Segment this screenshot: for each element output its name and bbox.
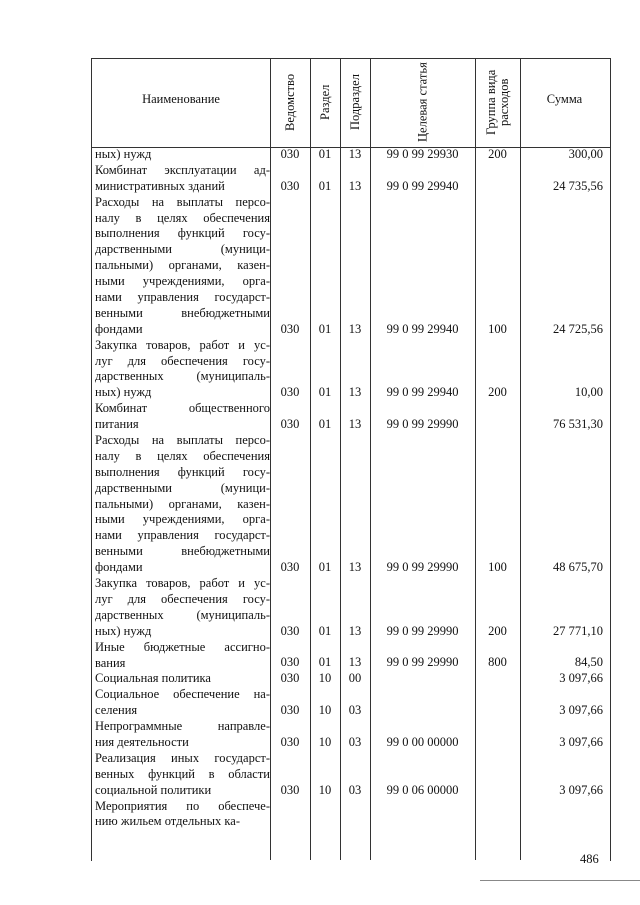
row-name-line: Расходы на выплаты персо-: [95, 194, 270, 209]
row-name-line: фондами: [95, 321, 143, 336]
row-name-line: налу в целях обеспечения: [95, 448, 270, 463]
row-summa: 300,00: [568, 146, 603, 161]
row-razdel: 10: [318, 671, 332, 686]
row-summa: 48 675,70: [553, 560, 603, 575]
row-name-line: венными внебюджетными: [95, 544, 270, 559]
row-celevaya: 99 0 06 00000: [386, 782, 459, 797]
row-vedomstvo: 030: [280, 734, 300, 749]
row-podrazdel: 13: [348, 417, 362, 432]
row-summa: 76 531,30: [553, 417, 603, 432]
row-gruppa: 200: [488, 385, 507, 400]
row-celevaya: 99 0 00 00000: [386, 734, 459, 749]
row-name-line: дарственными (муници-: [95, 480, 270, 495]
row-name-line: ными учреждениями, орга-: [95, 512, 270, 527]
row-name-line: Социальное обеспечение на-: [95, 687, 270, 702]
row-name-line: нию жильем отдельных ка-: [95, 814, 240, 829]
row-celevaya: 99 0 99 29990: [386, 417, 459, 432]
table-row: [0, 338, 640, 402]
row-name-line: Мероприятия по обеспече-: [95, 798, 270, 813]
row-gruppa: 200: [488, 146, 507, 161]
header-celevaya: Целевая статья: [415, 62, 430, 143]
row-name-line: питания: [95, 417, 139, 432]
row-podrazdel: 13: [348, 623, 362, 638]
row-celevaya: 99 0 99 29990: [386, 623, 459, 638]
row-razdel: 01: [318, 321, 332, 336]
row-name-line: Непрограммные направле-: [95, 719, 270, 734]
row-podrazdel: 13: [348, 178, 362, 193]
row-razdel: 01: [318, 385, 332, 400]
row-name: [95, 751, 270, 799]
row-name-line: Иные бюджетные ассигно-: [95, 639, 270, 654]
row-name-line: селения: [95, 703, 138, 718]
row-gruppa: 800: [488, 655, 507, 670]
row-name: [95, 195, 270, 338]
row-vedomstvo: 030: [280, 703, 300, 718]
row-name-line: выполнения функций госу-: [95, 226, 270, 241]
row-razdel: 10: [318, 703, 332, 718]
row-name: [95, 433, 270, 576]
footer-line: [480, 880, 640, 881]
table-row: [0, 433, 640, 576]
row-razdel: 10: [318, 734, 332, 749]
row-name: [95, 163, 270, 195]
row-celevaya: 99 0 99 29990: [386, 655, 459, 670]
row-name-line: ных) нужд: [95, 623, 152, 638]
row-name: [95, 687, 270, 719]
row-vedomstvo: 030: [280, 560, 300, 575]
table-row: [0, 751, 640, 799]
table-row: [0, 671, 640, 687]
row-name: [95, 799, 270, 831]
row-podrazdel: 13: [348, 560, 362, 575]
row-razdel: 01: [318, 178, 332, 193]
row-name-line: Закупка товаров, работ и ус-: [95, 337, 270, 352]
page-number: 486: [580, 852, 599, 866]
row-name-line: луг для обеспечения госу-: [95, 591, 270, 606]
row-name-line: Реализация иных государст-: [95, 750, 270, 765]
row-vedomstvo: 030: [280, 146, 300, 161]
row-vedomstvo: 030: [280, 417, 300, 432]
table-row: [0, 799, 640, 831]
row-name-line: нами управления государст-: [95, 528, 270, 543]
row-name-line: Закупка товаров, работ и ус-: [95, 576, 270, 591]
row-gruppa: 200: [488, 623, 507, 638]
row-name-line: пальными) органами, казен-: [95, 496, 270, 511]
row-razdel: 01: [318, 417, 332, 432]
row-podrazdel: 13: [348, 385, 362, 400]
table-row: [0, 147, 640, 163]
row-podrazdel: 13: [348, 146, 362, 161]
table-row: [0, 195, 640, 338]
row-name-line: ных) нужд: [95, 385, 152, 400]
table-row: [0, 640, 640, 672]
table-row: [0, 401, 640, 433]
row-name-line: Расходы на выплаты персо-: [95, 433, 270, 448]
row-celevaya: 99 0 99 29940: [386, 178, 459, 193]
row-name-line: социальной политики: [95, 782, 212, 797]
row-name: [95, 719, 270, 751]
row-name-line: Социальная политика: [95, 671, 211, 686]
row-name: [95, 640, 270, 672]
row-vedomstvo: 030: [280, 385, 300, 400]
row-name-line: вания: [95, 655, 126, 670]
row-razdel: 01: [318, 560, 332, 575]
row-podrazdel: 03: [348, 782, 362, 797]
row-name: [95, 401, 270, 433]
table-row: [0, 719, 640, 751]
row-podrazdel: 13: [348, 655, 362, 670]
row-summa: 24 735,56: [553, 178, 603, 193]
row-name: [95, 671, 270, 687]
row-name-line: министративных зданий: [95, 178, 225, 193]
row-name-line: фондами: [95, 560, 143, 575]
header-gruppa: Группа вида расходов: [484, 69, 511, 136]
row-summa: 10,00: [574, 385, 603, 400]
row-gruppa: 100: [488, 560, 507, 575]
row-razdel: 10: [318, 782, 332, 797]
row-vedomstvo: 030: [280, 178, 300, 193]
row-summa: 3 097,66: [559, 671, 603, 686]
row-vedomstvo: 030: [280, 623, 300, 638]
row-podrazdel: 03: [348, 734, 362, 749]
row-vedomstvo: 030: [280, 321, 300, 336]
row-vedomstvo: 030: [280, 671, 300, 686]
row-name-line: дарственных (муниципаль-: [95, 607, 270, 622]
row-podrazdel: 13: [348, 321, 362, 336]
row-name: [95, 147, 270, 163]
row-celevaya: 99 0 99 29940: [386, 321, 459, 336]
row-vedomstvo: 030: [280, 782, 300, 797]
row-summa: 3 097,66: [559, 703, 603, 718]
row-name-line: дарственными (муници-: [95, 242, 270, 257]
row-razdel: 01: [318, 655, 332, 670]
header-razdel: Раздел: [318, 84, 332, 121]
table-row: [0, 687, 640, 719]
row-summa: 3 097,66: [559, 734, 603, 749]
row-name-line: ных) нужд: [95, 147, 152, 161]
row-podrazdel: 00: [348, 671, 362, 686]
row-name: [95, 576, 270, 640]
row-razdel: 01: [318, 146, 332, 161]
row-summa: 3 097,66: [559, 782, 603, 797]
row-summa: 84,50: [574, 655, 603, 670]
row-name-line: налу в целях обеспечения: [95, 210, 270, 225]
table-row: [0, 163, 640, 195]
row-name-line: Комбинат общественного: [95, 401, 270, 416]
row-razdel: 01: [318, 623, 332, 638]
header-vedomstvo: Ведомство: [283, 73, 297, 132]
row-gruppa: 100: [488, 321, 507, 336]
row-celevaya: 99 0 99 29940: [386, 385, 459, 400]
header-name: Наименование: [142, 92, 220, 106]
row-celevaya: 99 0 99 29990: [386, 560, 459, 575]
row-vedomstvo: 030: [280, 655, 300, 670]
row-name-line: венных функций в области: [95, 766, 270, 781]
row-podrazdel: 03: [348, 703, 362, 718]
row-summa: 24 725,56: [553, 321, 603, 336]
row-summa: 27 771,10: [553, 623, 603, 638]
row-name: [95, 338, 270, 402]
row-celevaya: 99 0 99 29930: [386, 146, 459, 161]
header-podrazdel: Подраздел: [348, 74, 362, 131]
row-name-line: венными внебюджетными: [95, 305, 270, 320]
row-name-line: ными учреждениями, орга-: [95, 274, 270, 289]
row-name-line: пальными) органами, казен-: [95, 258, 270, 273]
table-row: [0, 576, 640, 640]
row-name-line: выполнения функций госу-: [95, 464, 270, 479]
row-name-line: ния деятельности: [95, 734, 189, 749]
row-name-line: Комбинат эксплуатации ад-: [95, 162, 270, 177]
table-body: [0, 147, 640, 830]
row-name-line: дарственных (муниципаль-: [95, 369, 270, 384]
header-summa: Сумма: [546, 92, 583, 106]
row-name-line: нами управления государст-: [95, 290, 270, 305]
row-name-line: луг для обеспечения госу-: [95, 353, 270, 368]
